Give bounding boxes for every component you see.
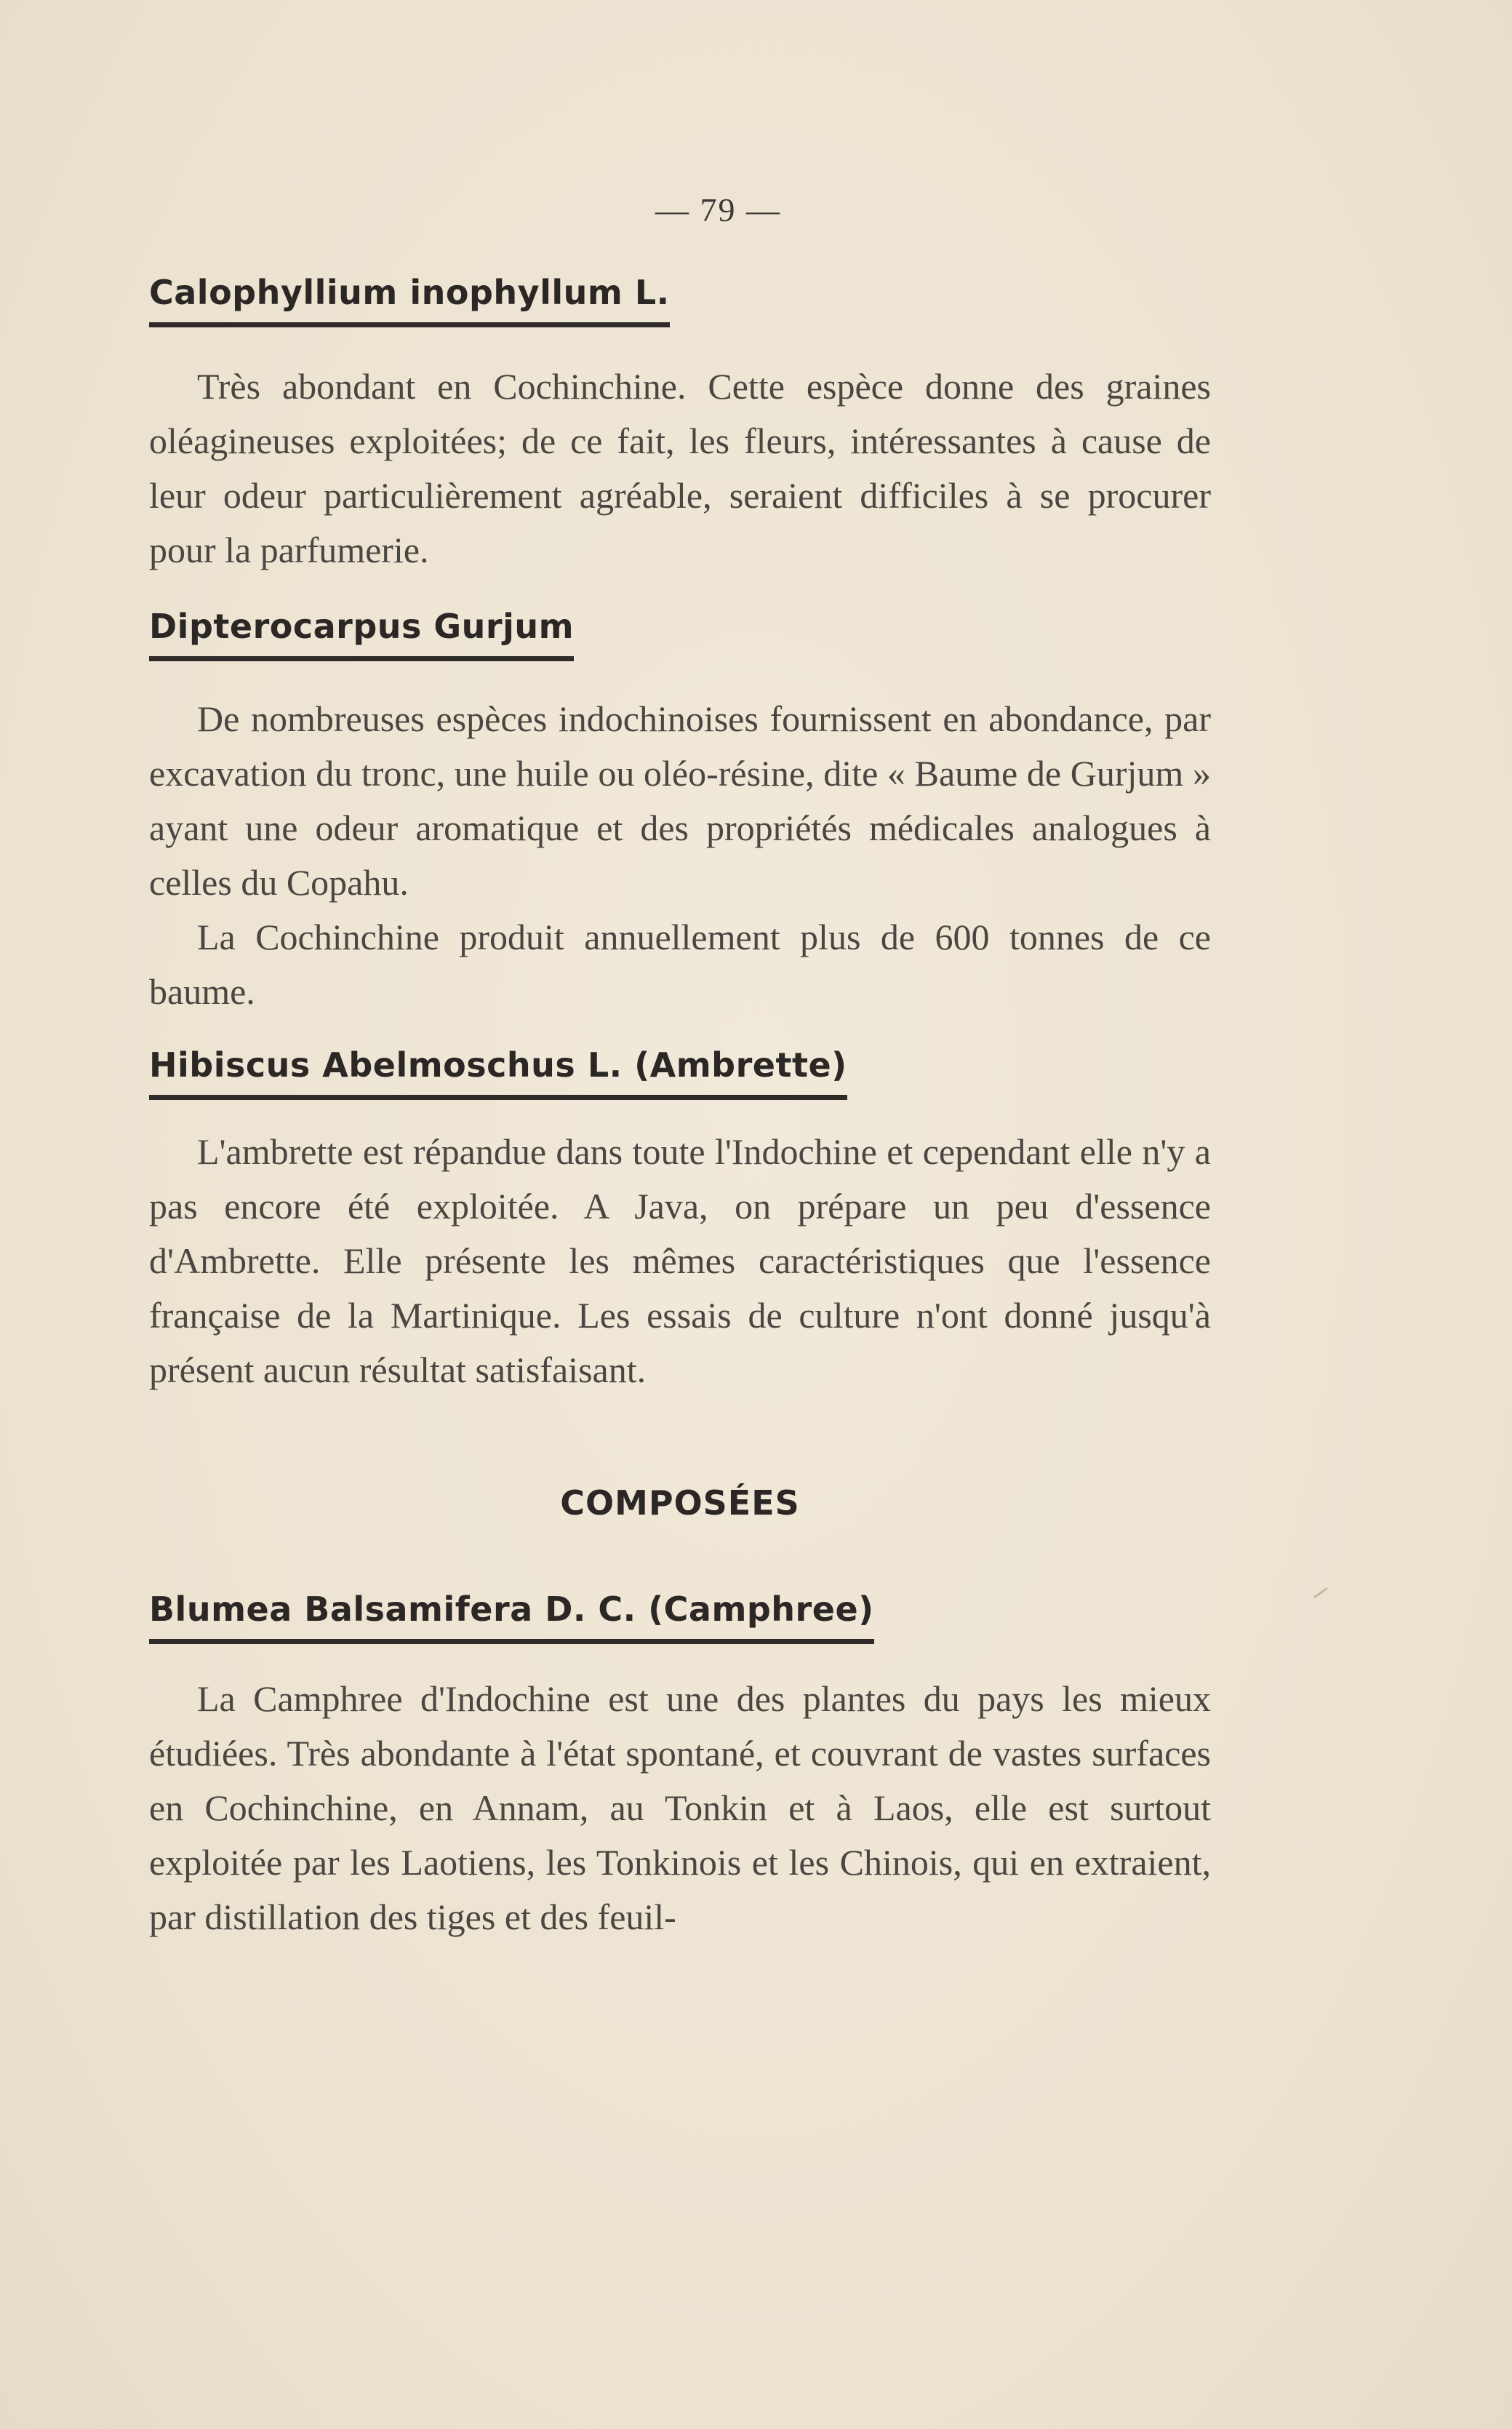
section-dipterocarpus	[149, 607, 1211, 1019]
family-heading: COMPOSÉES	[560, 1483, 800, 1523]
section-paragraph: La Cochinchine produit annuellement plus de 600 tonnes de ce baume.	[149, 917, 1211, 1012]
section-paragraph: Très abondant en Cochinchine. Cette espèce donne des graines oléagineuses exploitées; de ce fait, les fleurs, intéressantes à cause de leur odeur particulièrement agréable, seraient difficiles à se procurer pour la parfumerie.	[149, 366, 1211, 570]
section-blumea	[149, 1590, 1211, 1945]
section-calophyllium	[149, 273, 1211, 578]
page-number: — 79 —	[655, 191, 781, 228]
section-heading: Calophyllium inophyllum L.	[149, 273, 670, 327]
text-column	[149, 273, 1211, 1945]
paper-speck	[1313, 1587, 1328, 1598]
section-hibiscus	[149, 1045, 1211, 1397]
section-paragraph: La Camphree d'Indochine est une des plantes du pays les mieux étudiées. Très abondante à l'état spontané, et couvrant de vastes surfaces en Cochinchine, en Annam, au Tonkin et à Laos, elle est surtout exploitée par les Laotiens, les Tonkinois et les Chinois, qui en extraient, par distillation des tiges et des feuil-	[149, 1678, 1211, 1937]
section-heading: Blumea Balsamifera D. C. (Camphree)	[149, 1590, 874, 1644]
section-paragraph: L'ambrette est répandue dans toute l'Indochine et cependant elle n'y a pas encore été exploitée. A Java, on prépare un peu d'essence d'Ambrette. Elle présente les mêmes caractéristiques que l'essence française de la Martinique. Les essais de culture n'ont donné jusqu'à présent aucun résultat satisfaisant.	[149, 1131, 1211, 1390]
section-heading: Dipterocarpus Gurjum	[149, 607, 574, 661]
section-heading: Hibiscus Abelmoschus L. (Ambrette)	[149, 1045, 847, 1100]
family-heading-block	[149, 1483, 1211, 1523]
section-paragraph: De nombreuses espèces indochinoises fournissent en abondance, par excavation du tronc, une huile ou oléo-résine, dite « Baume de Gurjum » ayant une odeur aromatique et des propriétés médicales analogues à celles du Copahu.	[149, 698, 1211, 903]
